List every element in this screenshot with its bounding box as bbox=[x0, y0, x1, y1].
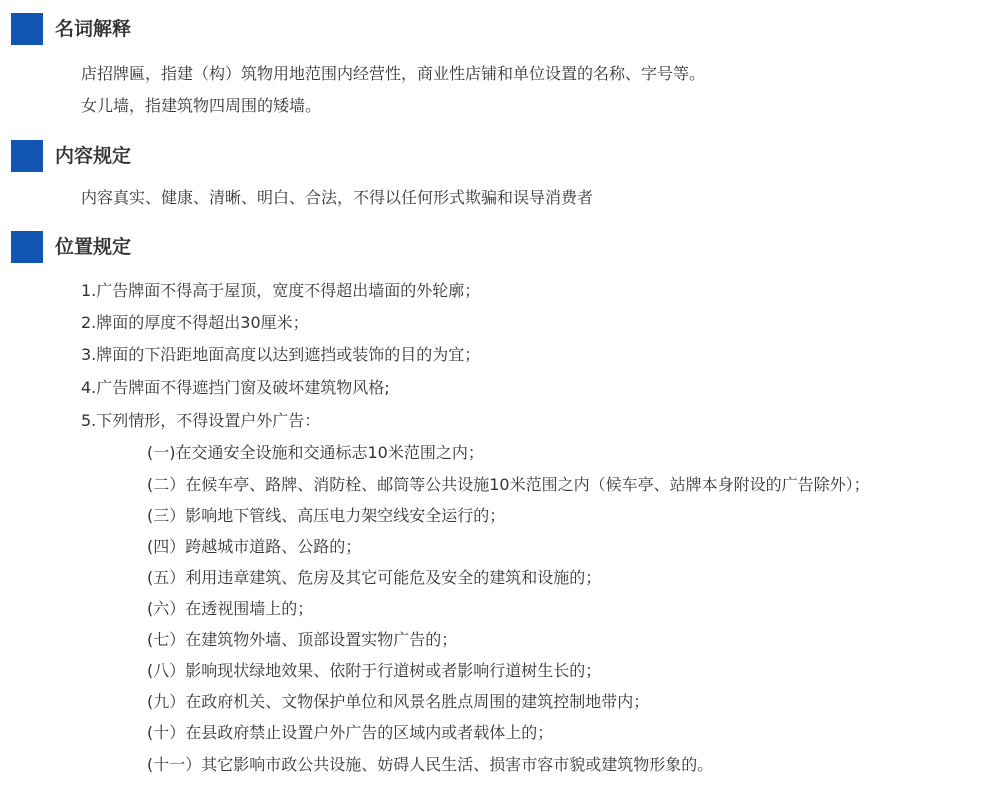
section-title: 位置规定 bbox=[55, 236, 132, 258]
section-position-rules bbox=[0, 231, 984, 263]
prohibited-case-item: (七）在建筑物外墙、顶部设置实物广告的； bbox=[147, 630, 458, 649]
position-rule-item: 5.下列情形，不得设置户外广告： bbox=[81, 411, 321, 430]
position-rule-item: 3.牌面的下沿距地面高度以达到遮挡或装饰的目的为宜； bbox=[81, 345, 481, 364]
section-content-rules bbox=[0, 140, 984, 172]
prohibited-case-item: (二）在候车亭、路牌、消防栓、邮筒等公共设施10米范围之内（候车亭、站牌本身附设的广告除外）； bbox=[147, 475, 870, 494]
prohibited-case-item: (十一）其它影响市政公共设施、妨碍人民生活、损害市容市貌或建筑物形象的。 bbox=[147, 755, 714, 774]
prohibited-case-item: (一)在交通安全设施和交通标志10米范围之内； bbox=[147, 443, 484, 462]
definition-line: 店招牌匾，指建（构）筑物用地范围内经营性，商业性店铺和单位设置的名称、字号等。 bbox=[81, 64, 706, 83]
prohibited-case-item: (四）跨越城市道路、公路的； bbox=[147, 537, 362, 556]
section-marker bbox=[11, 140, 43, 172]
prohibited-case-item: (九）在政府机关、文物保护单位和风景名胜点周围的建筑控制地带内； bbox=[147, 692, 650, 711]
prohibited-case-item: (五）利用违章建筑、危房及其它可能危及安全的建筑和设施的； bbox=[147, 568, 602, 587]
section-header bbox=[0, 140, 984, 172]
section-header bbox=[0, 231, 984, 263]
position-rule-item: 4.广告牌面不得遮挡门窗及破坏建筑物风格; bbox=[81, 378, 390, 397]
content-rule-line: 内容真实、健康、清晰、明白、合法，不得以任何形式欺骗和误导消费者 bbox=[81, 188, 594, 207]
position-rule-item: 1.广告牌面不得高于屋顶，宽度不得超出墙面的外轮廓； bbox=[81, 281, 481, 300]
definition-line: 女儿墙，指建筑物四周围的矮墙。 bbox=[81, 96, 322, 115]
section-header bbox=[0, 13, 984, 45]
section-marker bbox=[11, 231, 43, 263]
prohibited-case-item: (三）影响地下管线、高压电力架空线安全运行的； bbox=[147, 506, 506, 525]
position-rule-item: 2.牌面的厚度不得超出30厘米； bbox=[81, 313, 309, 332]
section-title: 内容规定 bbox=[55, 145, 132, 167]
prohibited-case-item: (八）影响现状绿地效果、依附于行道树或者影响行道树生长的； bbox=[147, 661, 602, 680]
prohibited-case-item: (十）在县政府禁止设置户外广告的区域内或者载体上的； bbox=[147, 723, 554, 742]
section-title: 名词解释 bbox=[55, 18, 132, 40]
section-definitions bbox=[0, 13, 984, 45]
prohibited-case-item: (六）在透视围墙上的； bbox=[147, 599, 314, 618]
section-marker bbox=[11, 13, 43, 45]
